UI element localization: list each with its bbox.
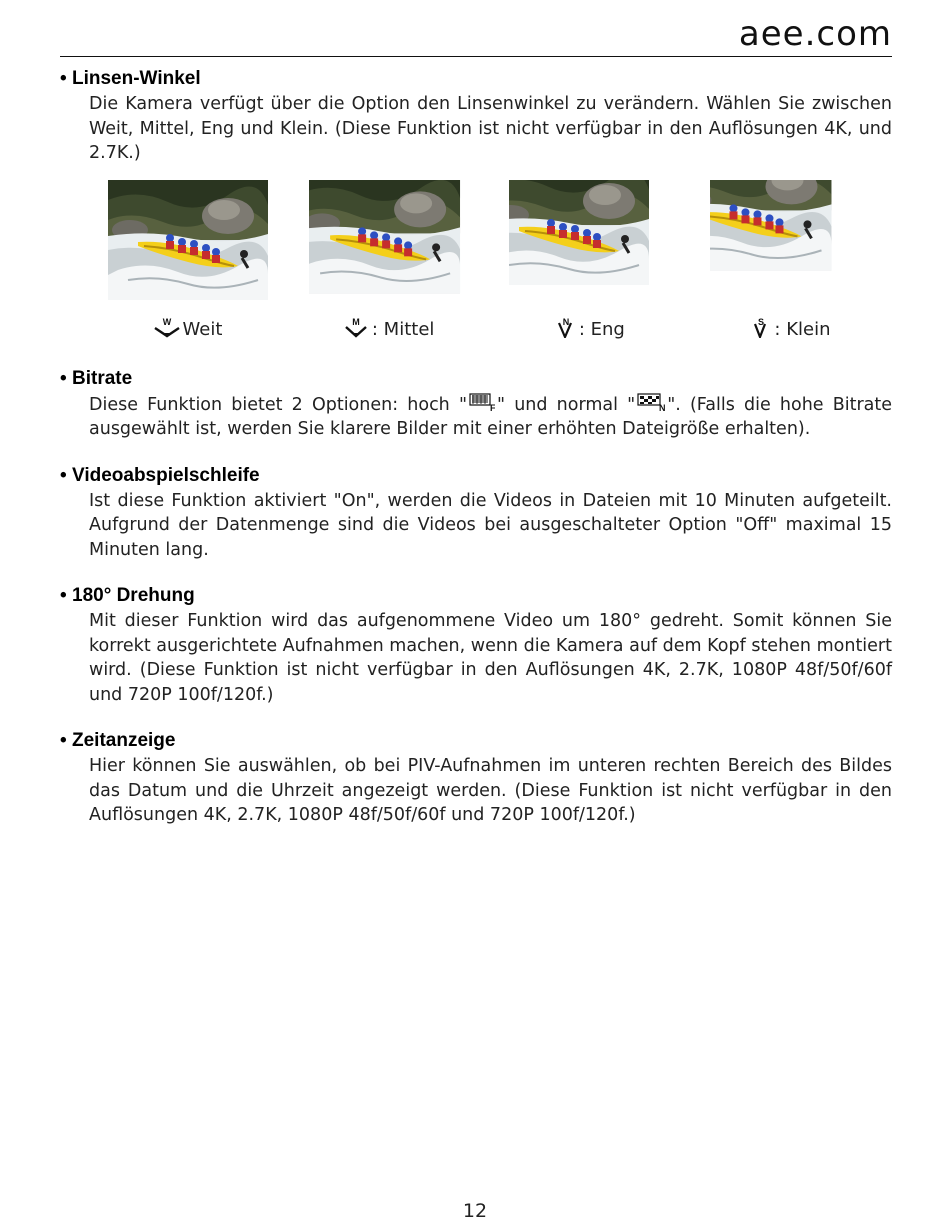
- normal-bitrate-icon: [637, 392, 665, 412]
- rafting-photo-medium: [309, 180, 469, 300]
- svg-text:S: S: [758, 316, 765, 327]
- brand-logo: aee.com: [738, 14, 892, 54]
- lens-example-small: [710, 180, 870, 340]
- lens-example-wide: [108, 180, 268, 340]
- section-lens-angle: [60, 66, 892, 340]
- section-body: Die Kamera verfügt über die Option den Linsenwinkel zu verändern. Wählen Sie zwischen Weit, Mittel, Eng und Klein. (Diese Funktion ist nicht verfügbar in den Auflösungen 4K, und 2.7K.): [89, 94, 892, 163]
- svg-text:N: N: [562, 316, 570, 327]
- svg-text:N: N: [659, 402, 666, 412]
- section-heading: • 180° Drehung: [60, 585, 195, 606]
- section-bitrate: [60, 366, 892, 442]
- section-heading: • Linsen-Winkel: [60, 68, 201, 89]
- rafting-photo-wide: [108, 180, 268, 300]
- section-heading: • Zeitanzeige: [60, 730, 176, 751]
- high-bitrate-icon: [469, 392, 495, 412]
- section-heading: • Videoabspielschleife: [60, 464, 260, 486]
- lens-option-caption: S : Klein: [710, 316, 870, 340]
- svg-text:W: W: [162, 316, 171, 327]
- section-video-loop: [60, 463, 892, 563]
- lens-example-medium: [309, 180, 469, 340]
- manual-content: [60, 66, 892, 849]
- lens-example-narrow: [509, 180, 669, 340]
- rafting-photo-narrow: [509, 180, 669, 300]
- svg-text:F: F: [490, 402, 495, 412]
- section-time-display: [60, 728, 892, 828]
- header-divider: [60, 56, 892, 57]
- section-rotation: [60, 583, 892, 707]
- wide-angle-icon: [154, 316, 180, 338]
- narrow-angle-icon: [554, 316, 576, 338]
- lens-angle-examples: [108, 180, 870, 340]
- section-body: Diese Funktion bietet 2 Optionen: hoch " F " und normal " N ". (Falls die hohe Bitrate ausgewählt ist, werden Sie klarere Bilder mit einer erhöhten Dateigröße erhalten).: [89, 392, 892, 442]
- medium-angle-icon: [343, 316, 369, 338]
- lens-option-caption: M : Mittel: [309, 316, 469, 340]
- page-number: 12: [462, 1200, 488, 1222]
- rafting-photo-small: [710, 180, 870, 300]
- section-body: Mit dieser Funktion wird das aufgenommene Video um 180° gedreht. Somit können Sie korrekt ausgerichtete Aufnahmen machen, wenn die Kamera auf dem Kopf stehen montiert wird. (Diese Funktion ist nicht verfügbar in den Auflösungen 4K, 2.7K, 1080P 48f/50f/60f und 720P 100f/120f.): [89, 611, 892, 705]
- small-angle-icon: [749, 316, 771, 338]
- lens-option-caption: N : Eng: [509, 316, 669, 340]
- lens-option-caption: W Weit: [108, 316, 268, 340]
- section-heading: • Bitrate: [60, 367, 133, 389]
- section-body: Ist diese Funktion aktiviert "On", werden die Videos in Dateien mit 10 Minuten aufgeteilt. Aufgrund der Datenmenge sind die Videos bei ausgeschalteter Option "Off" maximal 15 Minuten lang.: [89, 490, 892, 560]
- svg-text:M: M: [352, 316, 360, 327]
- section-body: Hier können Sie auswählen, ob bei PIV-Aufnahmen im unteren rechten Bereich des Bildes das Datum und die Uhrzeit angezeigt werden. (Diese Funktion ist nicht verfügbar in den Auflösungen 4K, 2.7K, 1080P 48f/50f/60f und 720P 100f/120f.): [89, 756, 892, 825]
